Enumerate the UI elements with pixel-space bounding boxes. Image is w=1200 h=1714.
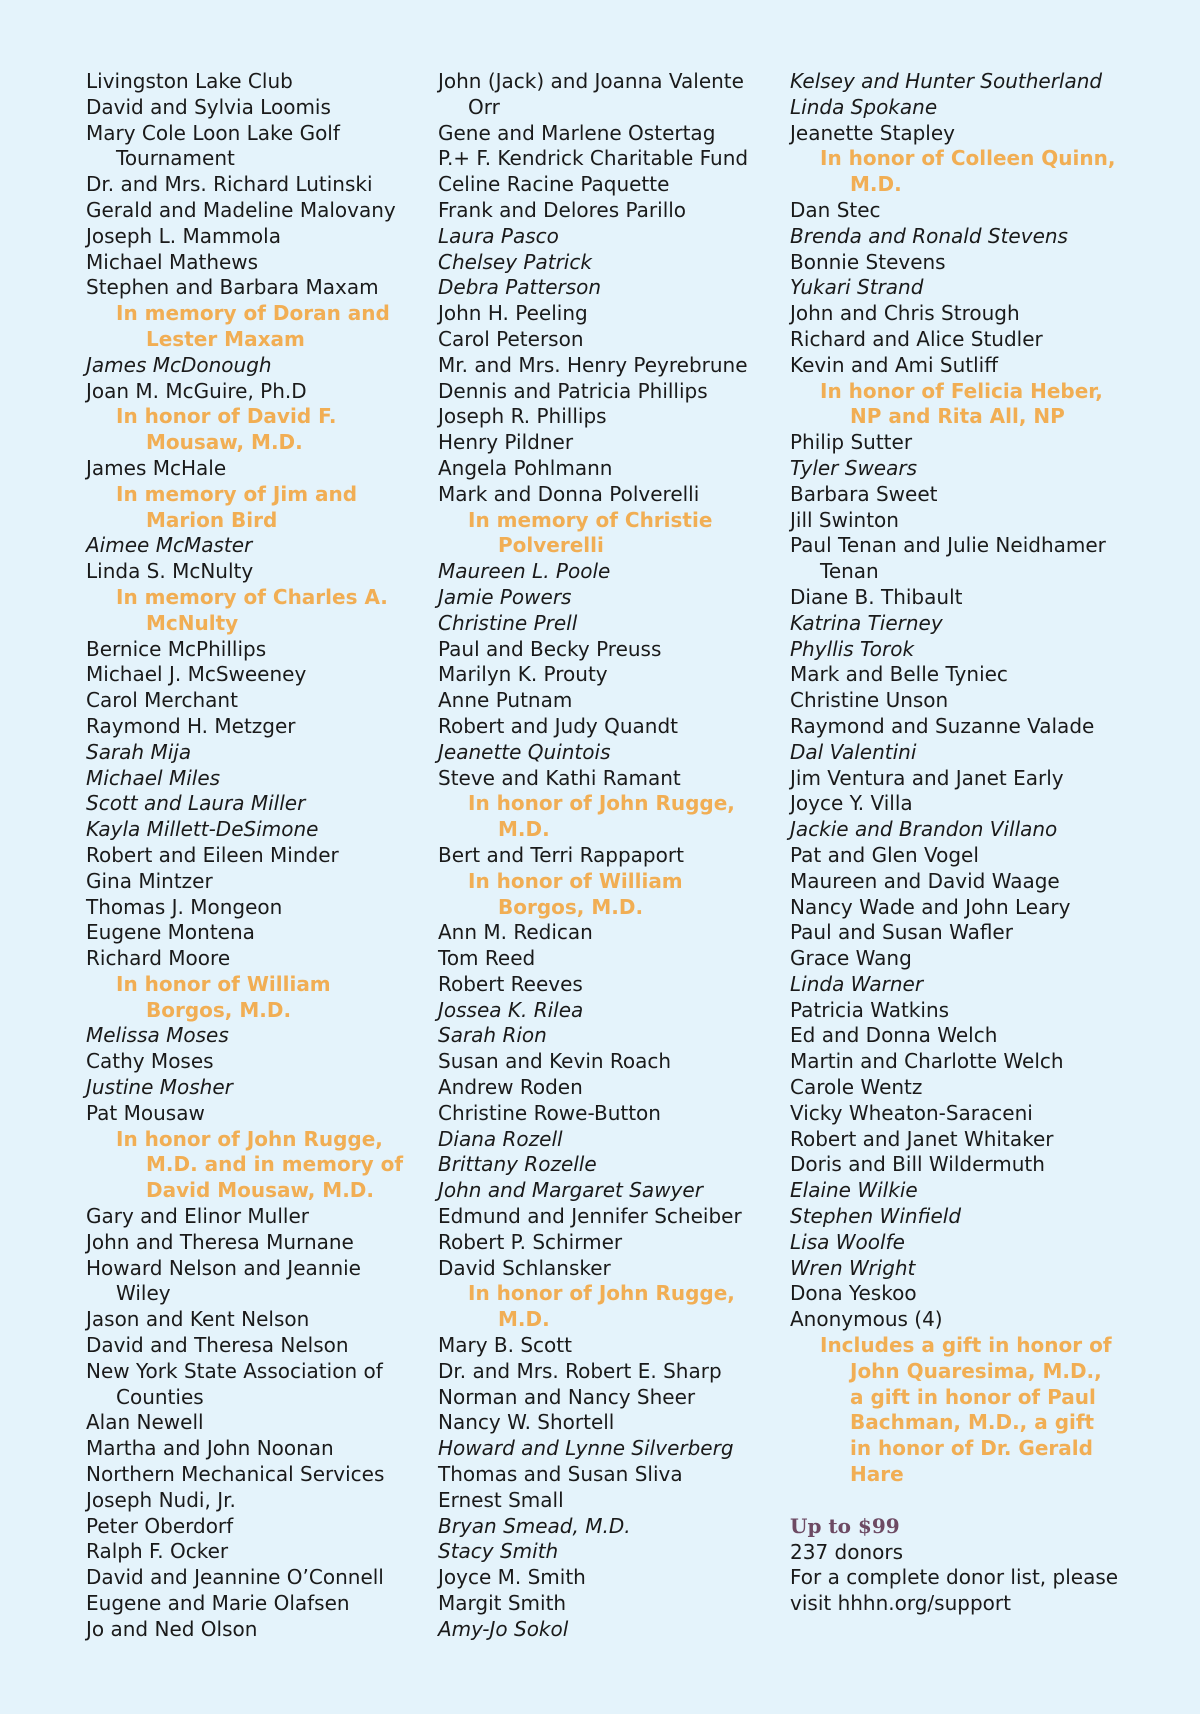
donor-name: Joseph L. Mammola xyxy=(86,223,281,248)
donor-name: Eugene Montena xyxy=(86,920,255,945)
donor-name: Joan M. McGuire, Ph.D xyxy=(86,378,307,403)
donor-name: Diane B. Thibault xyxy=(790,584,963,609)
donor-name: Ed and Donna Welch xyxy=(790,1023,998,1048)
donor-name: Marilyn K. Prouty xyxy=(438,662,608,687)
donor-name: Stephen and Barbara Maxam xyxy=(86,275,379,300)
donor-name: Nancy W. Shortell xyxy=(438,1410,615,1435)
donor-name: Pat Mousaw xyxy=(86,1100,205,1125)
donor-name: Edmund and Jennifer Scheiber xyxy=(438,1204,742,1229)
donor-name: Pat and Glen Vogel xyxy=(790,842,979,867)
donor-name: Philip Sutter xyxy=(790,430,913,455)
donor-name: Michael Mathews xyxy=(86,249,259,274)
donor-name: Gina Mintzer xyxy=(86,868,213,893)
donor-name: Dr. and Mrs. Robert E. Sharp xyxy=(438,1358,722,1383)
donor-name: Dona Yeskoo xyxy=(790,1281,917,1306)
donor-name: Michael J. McSweeney xyxy=(86,662,307,687)
section-gap xyxy=(790,1488,1120,1514)
donor-name: Linda Spokane xyxy=(790,94,938,119)
donor-name: Robert and Judy Quandt xyxy=(438,713,678,738)
donor-name: Stephen Winfield xyxy=(790,1204,962,1229)
donor-name: Dr. and Mrs. Richard Lutinski xyxy=(86,172,373,197)
donor-name: Scott and Laura Miller xyxy=(86,791,306,816)
donor-name: Bernice McPhillips xyxy=(86,636,267,661)
donor-name: Nancy Wade and John Leary xyxy=(790,894,1071,919)
donor-name: Brittany Rozelle xyxy=(438,1152,597,1177)
donor-name: Tyler Swears xyxy=(790,455,918,480)
donor-name: Alan Newell xyxy=(86,1410,204,1435)
donor-column-1 xyxy=(86,69,416,1643)
donor-name: Patricia Watkins xyxy=(790,997,950,1022)
donor-name: Yukari Strand xyxy=(790,275,924,300)
tribute-note: In honor of John Rugge, M.D. and in memory of David Mousaw, M.D. xyxy=(116,1126,404,1203)
donor-name: Henry Pildner xyxy=(438,430,574,455)
donor-name: Linda S. McNulty xyxy=(86,559,254,584)
donor-name: Carol Merchant xyxy=(86,688,238,713)
donor-name: Eugene and Marie Olafsen xyxy=(86,1591,350,1616)
donor-name: Jeanette Quintois xyxy=(438,739,611,764)
donor-name: Katrina Tierney xyxy=(790,610,943,635)
donor-name: John (Jack) and Joanna Valente Orr xyxy=(438,69,744,119)
donor-name: Mary B. Scott xyxy=(438,1333,572,1358)
donor-name: Christine Rowe-Button xyxy=(438,1100,661,1125)
donor-name: Tom Reed xyxy=(438,946,536,971)
donor-name: Cathy Moses xyxy=(86,1049,214,1074)
donor-name: Sarah Rion xyxy=(438,1023,547,1048)
donor-name: Richard Moore xyxy=(86,946,231,971)
donor-name: Kevin and Ami Sutliff xyxy=(790,352,999,377)
donor-column-2 xyxy=(438,69,768,1643)
donor-name: Carole Wentz xyxy=(790,1075,923,1100)
donor-name: Thomas and Susan Sliva xyxy=(438,1462,683,1487)
donor-name: Martha and John Noonan xyxy=(86,1436,334,1461)
donor-name: Gary and Elinor Muller xyxy=(86,1204,309,1229)
donor-name: Angela Pohlmann xyxy=(438,455,613,480)
donor-name: Carol Peterson xyxy=(438,326,584,351)
donor-name: Jill Swinton xyxy=(790,507,899,532)
donor-name: Barbara Sweet xyxy=(790,481,938,506)
donor-name: Raymond H. Metzger xyxy=(86,713,296,738)
donor-name: Robert Reeves xyxy=(438,971,583,996)
donor-name: Jim Ventura and Janet Early xyxy=(790,765,1064,790)
donor-name: John and Chris Strough xyxy=(790,301,1020,326)
donor-name: Kelsey and Hunter Southerland xyxy=(790,69,1103,93)
donor-name: Jamie Powers xyxy=(438,584,572,609)
donor-name: Northern Mechanical Services xyxy=(86,1462,385,1487)
donor-name: Chelsey Patrick xyxy=(438,249,592,274)
tribute-note: In memory of Jim and Marion Bird xyxy=(116,481,358,532)
donor-name: Christine Prell xyxy=(438,610,578,635)
donor-name: John H. Peeling xyxy=(438,301,588,326)
donor-name: Justine Mosher xyxy=(86,1075,233,1100)
donor-name: Brenda and Ronald Stevens xyxy=(790,223,1068,248)
donor-name: Bryan Smead, M.D. xyxy=(438,1513,631,1538)
donor-name: Ann M. Redican xyxy=(438,920,593,945)
donor-name: Joseph Nudi, Jr. xyxy=(86,1487,236,1512)
donor-name: Amy-Jo Sokol xyxy=(438,1616,569,1641)
donor-name: Doris and Bill Wildermuth xyxy=(790,1152,1045,1177)
donor-name: Jackie and Brandon Villano xyxy=(790,817,1058,842)
tribute-note: In honor of John Rugge, M.D. xyxy=(468,1281,735,1332)
donor-count: 237 donors xyxy=(790,1539,904,1564)
donor-name: Anonymous (4) xyxy=(790,1307,943,1332)
donor-name: Paul and Susan Wafler xyxy=(790,920,1013,945)
donor-name: James McHale xyxy=(86,455,227,480)
tribute-note: In honor of Colleen Quinn, M.D. xyxy=(820,146,1116,197)
tribute-note: In memory of Charles A. McNulty xyxy=(116,584,388,635)
donor-name: Kayla Millett-DeSimone xyxy=(86,817,319,842)
donor-name: Howard Nelson and Jeannie Wiley xyxy=(86,1255,361,1306)
donor-name: Christine Unson xyxy=(790,688,949,713)
donor-name: Dal Valentini xyxy=(790,739,917,764)
donor-name: Bonnie Stevens xyxy=(790,249,946,274)
donor-name: Anne Putnam xyxy=(438,688,573,713)
donor-name: David Schlansker xyxy=(438,1255,611,1280)
donor-name: Bert and Terri Rappaport xyxy=(438,842,684,867)
donor-name: David and Theresa Nelson xyxy=(86,1333,349,1358)
donor-name: Jo and Ned Olson xyxy=(86,1616,258,1641)
tribute-note: In honor of Felicia Heber, NP and Rita All, NP xyxy=(820,378,1103,429)
donor-name: Peter Oberdorf xyxy=(86,1513,234,1538)
donor-name: Jossea K. Rilea xyxy=(438,997,584,1022)
donor-name: Jason and Kent Nelson xyxy=(86,1307,310,1332)
tribute-note: In honor of John Rugge, M.D. xyxy=(468,791,735,842)
donor-name: Jeanette Stapley xyxy=(790,120,955,145)
donor-name: John and Theresa Murnane xyxy=(86,1229,354,1254)
donor-name: Debra Patterson xyxy=(438,275,602,300)
donor-name: Norman and Nancy Sheer xyxy=(438,1384,696,1409)
donor-name: Mark and Belle Tyniec xyxy=(790,662,1008,687)
donor-name: Joyce M. Smith xyxy=(438,1565,586,1590)
donor-name: Melissa Moses xyxy=(86,1023,229,1048)
donor-name: Linda Warner xyxy=(790,971,924,996)
donor-name: Raymond and Suzanne Valade xyxy=(790,713,1095,738)
donor-name: Gene and Marlene Ostertag xyxy=(438,120,716,145)
donor-name: Mark and Donna Polverelli xyxy=(438,481,700,506)
tribute-note: In honor of William Borgos, M.D. xyxy=(116,971,331,1022)
donor-name: Steve and Kathi Ramant xyxy=(438,765,681,790)
donor-name: Howard and Lynne Silverberg xyxy=(438,1436,734,1461)
donor-name: Margit Smith xyxy=(438,1591,567,1616)
donor-name: Paul and Becky Preuss xyxy=(438,636,662,661)
donor-name: Lisa Woolfe xyxy=(790,1229,905,1254)
donor-name: Joyce Y. Villa xyxy=(790,791,913,816)
donor-name: Thomas J. Mongeon xyxy=(86,894,283,919)
donor-name: Mr. and Mrs. Henry Peyrebrune xyxy=(438,352,748,377)
donor-name: Dennis and Patricia Phillips xyxy=(438,378,708,403)
donor-name: Martin and Charlotte Welch xyxy=(790,1049,1064,1074)
donor-name: Robert and Eileen Minder xyxy=(86,842,339,867)
donor-name: Diana Rozell xyxy=(438,1126,563,1151)
donor-name: Aimee McMaster xyxy=(86,533,253,558)
donor-name: Andrew Roden xyxy=(438,1075,583,1100)
donor-name: David and Sylvia Loomis xyxy=(86,94,331,119)
donor-name: Livingston Lake Club xyxy=(86,69,293,93)
donor-name: Elaine Wilkie xyxy=(790,1178,918,1203)
tribute-note: Includes a gift in honor of John Quaresima, M.D., a gift in honor of Paul Bachman, M.D., a gift in honor of Dr. Gerald Hare xyxy=(820,1333,1112,1487)
donor-name: Gerald and Madeline Malovany xyxy=(86,197,396,222)
donor-name: Sarah Mija xyxy=(86,739,192,764)
donor-name: David and Jeannine O’Connell xyxy=(86,1565,384,1590)
giving-level-heading: Up to $99 xyxy=(790,1513,900,1538)
donor-name: P.+ F. Kendrick Charitable Fund xyxy=(438,146,749,171)
donor-name: New York State Association of Counties xyxy=(86,1358,383,1409)
donor-name: Robert P. Schirmer xyxy=(438,1229,623,1254)
donor-name: Maureen L. Poole xyxy=(438,559,611,584)
donor-name: Frank and Delores Parillo xyxy=(438,197,687,222)
donor-name: Celine Racine Paquette xyxy=(438,172,670,197)
donor-name: Vicky Wheaton-Saraceni xyxy=(790,1100,1033,1125)
donor-name: Grace Wang xyxy=(790,946,912,971)
donor-name: Joseph R. Phillips xyxy=(438,404,607,429)
donor-name: Paul Tenan and Julie Neidhamer Tenan xyxy=(790,533,1106,584)
donor-column-3 xyxy=(790,69,1120,1617)
donor-name: Ernest Small xyxy=(438,1487,564,1512)
donor-name: Stacy Smith xyxy=(438,1539,559,1564)
tribute-note: In honor of William Borgos, M.D. xyxy=(468,868,683,919)
donor-name: Laura Pasco xyxy=(438,223,559,248)
donor-name: Ralph F. Ocker xyxy=(86,1539,229,1564)
donor-name: Wren Wright xyxy=(790,1255,916,1280)
donor-name: Michael Miles xyxy=(86,765,221,790)
donor-name: Robert and Janet Whitaker xyxy=(790,1126,1054,1151)
donor-name: Mary Cole Loon Lake Golf Tournament xyxy=(86,120,340,171)
donor-name: John and Margaret Sawyer xyxy=(438,1178,703,1203)
tribute-note: In memory of Christie Polverelli xyxy=(468,507,713,558)
donor-name: Phyllis Torok xyxy=(790,636,915,661)
donor-name: Susan and Kevin Roach xyxy=(438,1049,672,1074)
tribute-note: In honor of David F. Mousaw, M.D. xyxy=(116,404,337,455)
tribute-note: In memory of Doran and Lester Maxam xyxy=(116,301,390,351)
donor-list-note: For a complete donor list, please visit hhhn.org/support xyxy=(790,1565,1119,1616)
donor-name: Dan Stec xyxy=(790,197,881,222)
donor-name: James McDonough xyxy=(86,352,272,377)
donor-name: Maureen and David Waage xyxy=(790,868,1060,893)
donor-name: Richard and Alice Studler xyxy=(790,326,1043,351)
